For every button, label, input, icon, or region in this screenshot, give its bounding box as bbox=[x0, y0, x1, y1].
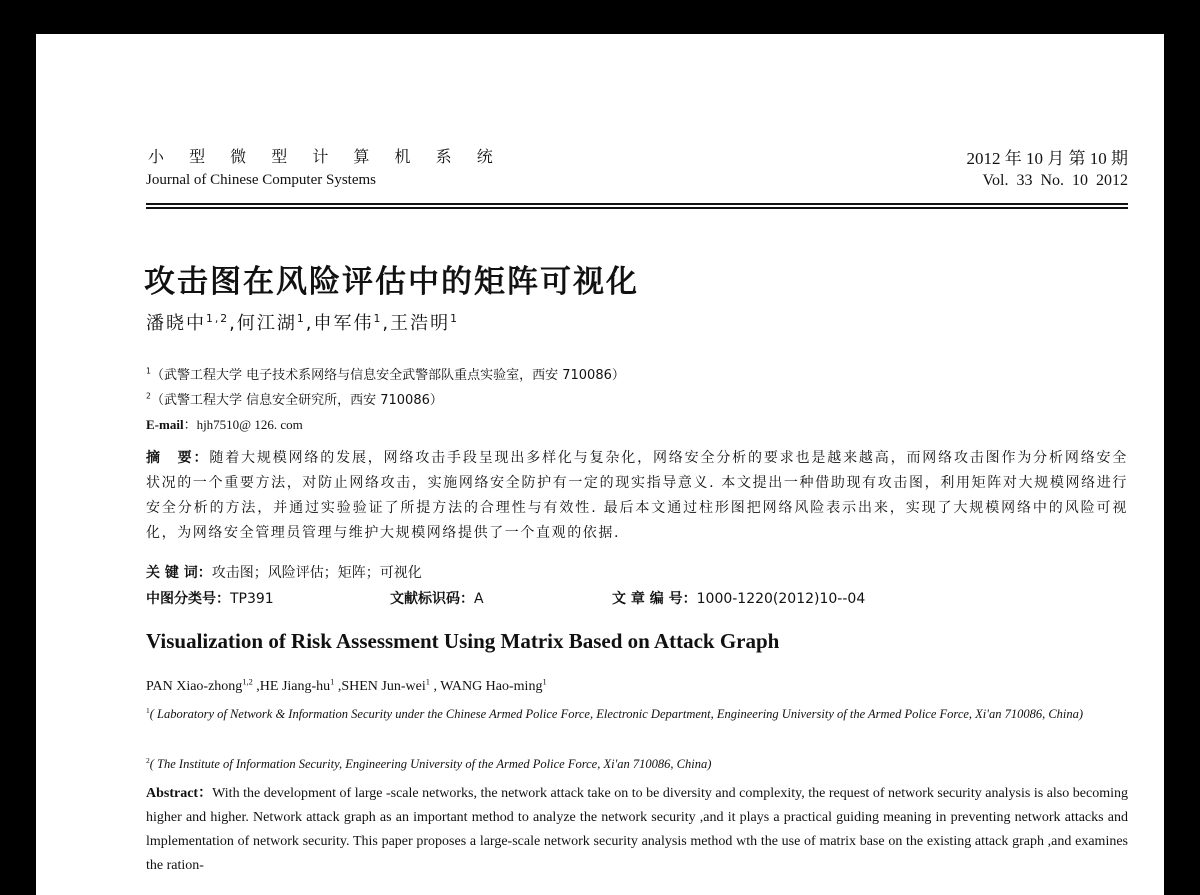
authors-cn: 潘晓中$^{1,2}$,何江湖$^1$,申军伟$^1$,王浩明$^1$ bbox=[146, 312, 459, 334]
clc-number bbox=[146, 588, 274, 608]
header-rule-thin bbox=[146, 207, 1128, 209]
affiliation-cn-2 bbox=[146, 389, 443, 408]
author-affil-sup: 1,2 bbox=[206, 312, 230, 325]
affil-text: ( Laboratory of Network & Information Security under the Chinese Armed Police Force, Electronic Department, Engineering University of the Armed Police Force, Xi'an 710086, China) bbox=[149, 707, 1084, 721]
article-number bbox=[612, 588, 865, 608]
email-address[interactable]: ：hjh7510@ 126. com bbox=[183, 417, 303, 432]
abstract-cn bbox=[146, 446, 1128, 546]
keywords-text: 攻击图；风险评估；矩阵；可视化 bbox=[211, 565, 422, 581]
author-name: 王浩明 bbox=[390, 313, 451, 334]
author-name: PAN Xiao-zhong bbox=[146, 679, 243, 694]
journal-name-en: Journal of Chinese Computer Systems bbox=[146, 172, 376, 188]
keywords-label: 关 键 词： bbox=[146, 565, 212, 581]
affil-sup: 2 bbox=[146, 391, 151, 401]
author-name: WANG Hao-ming bbox=[440, 679, 543, 694]
author-affil-sup: 1 bbox=[296, 312, 306, 325]
author-affil-sup: 1 bbox=[450, 312, 459, 325]
author-name: 何江湖 bbox=[236, 313, 297, 334]
title-cn: 攻击图在风险评估中的矩阵可视化 bbox=[144, 264, 639, 300]
doc-code-label: 文献标识码： bbox=[390, 591, 474, 607]
affiliation-en-1 bbox=[146, 702, 1128, 726]
author-name: 潘晓中 bbox=[146, 313, 206, 334]
author-affil-sup: 1 bbox=[330, 677, 335, 687]
clc-value: TP391 bbox=[230, 591, 274, 607]
affil-sup: 1 bbox=[146, 366, 151, 376]
affil-sup: 1 bbox=[146, 705, 150, 715]
email-label: E-mail bbox=[146, 417, 184, 432]
article-no-label: 文 章 编 号： bbox=[612, 591, 697, 607]
volume-info: Vol. 33 No. 10 2012 bbox=[982, 172, 1128, 189]
affil-text: ( The Institute of Information Security, Engineering University of the Armed Police Force, Xi'an 710086, China) bbox=[149, 757, 712, 771]
title-en: Visualization of Risk Assessment Using Matrix Based on Attack Graph bbox=[146, 629, 780, 653]
journal-name-cn: 小 型 微 型 计 算 机 系 统 bbox=[148, 147, 503, 166]
affil-sup: 2 bbox=[146, 755, 150, 765]
clc-label: 中图分类号： bbox=[146, 591, 230, 607]
header-rule-thick bbox=[146, 203, 1128, 205]
abstract-cn-label: 摘 要： bbox=[146, 450, 210, 466]
author-affil-sup: 1 bbox=[542, 677, 547, 687]
affiliation-en-2 bbox=[146, 752, 1128, 776]
abstract-cn-text: 随着大规模网络的发展，网络攻击手段呈现出多样化与复杂化，网络安全分析的要求也是越来越高，而网络攻击图作为分析网络安全状况的一个重要方法，对防止网络攻击，实施网络安全防护有一定的现实指导意义. 本文提出一种借助现有攻击图，利用矩阵对大规模网络进行安全分析的方法，并通过实验验证了所提方法的合理性与有效性. 最后本文通过柱形图把网络风险表示出来，实现了大规模网络中的风险可视化，为网络安全管理员管理与维护大规模网络提供了一个直观的依据. bbox=[146, 450, 1128, 541]
abstract-en-label: Abstract： bbox=[146, 786, 213, 801]
authors-en: PAN Xiao-zhong$^{1,2}$ ,HE Jiang-$hu^1$ ,SHEN Jun-wei$^1$ , WANG Hao-ming$^1$ bbox=[146, 677, 547, 694]
abstract-en-text: With the development of large -scale networks, the network attack take on to be diversity and complexity, the request of network security analysis is also becoming higher and higher. Network attack graph as an important method to analyze the network security ,and it plays a practical guiding meaning in preventing network attacks and lmplementation of network security. This paper proposes a large-scale network security analysis method wth the use of matrix base on the existing attack graph ,and examines the ration- bbox=[146, 786, 1128, 873]
affil-text: （武警工程大学 信息安全研究所，西安 710086） bbox=[150, 393, 443, 408]
paper-page bbox=[36, 34, 1164, 895]
author-affil-sup: 1 bbox=[373, 312, 383, 325]
affiliation-cn-1 bbox=[146, 364, 625, 383]
author-name: SHEN Jun-wei bbox=[341, 679, 426, 694]
author-affil-sup: 1 bbox=[425, 677, 430, 687]
keywords-cn bbox=[146, 562, 422, 582]
doc-code-value: A bbox=[474, 591, 484, 607]
author-name: 申军伟 bbox=[313, 313, 374, 334]
abstract-en bbox=[146, 782, 1128, 878]
affil-text: （武警工程大学 电子技术系网络与信息安全武警部队重点实验室，西安 710086） bbox=[150, 368, 625, 383]
article-no-value: 1000-1220(2012)10--04 bbox=[696, 591, 866, 607]
author-affil-sup: 1,2 bbox=[242, 677, 253, 687]
email-line bbox=[146, 414, 303, 433]
author-name: HE Jiang-hu bbox=[259, 679, 331, 694]
document-code bbox=[390, 588, 484, 608]
issue-date-cn: 2012 年 10 月 第 10 期 bbox=[966, 149, 1128, 168]
